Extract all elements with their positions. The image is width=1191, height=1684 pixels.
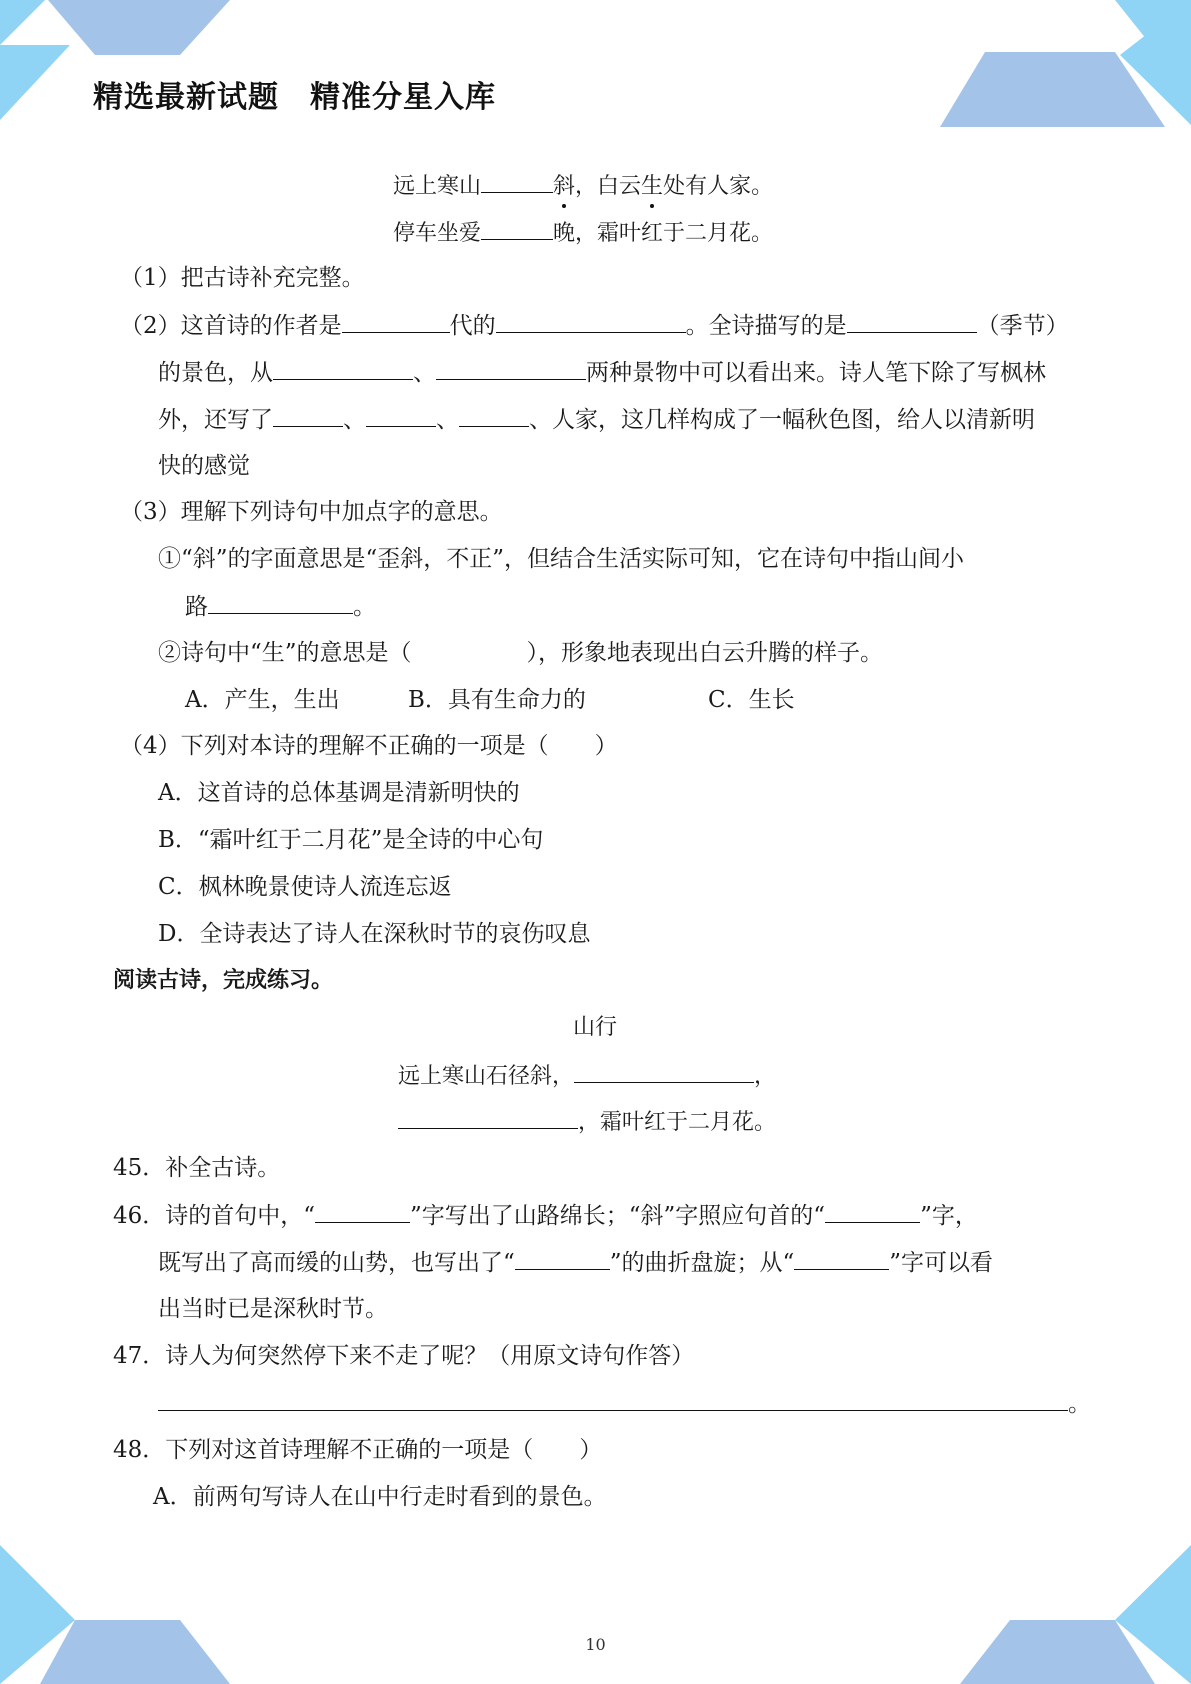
answer-blank[interactable] [273,404,343,427]
poem2-line1 [398,1060,776,1092]
answer-blank[interactable] [496,310,686,333]
header-title: 精选最新试题 精准分星入库 [93,80,496,115]
question-text: 代的 [449,313,496,339]
question-2-line4: 快的感觉 [158,453,250,479]
poem-text: 远上寒山石径斜， [398,1064,575,1089]
question-text: 。 [1068,1391,1091,1417]
poem-text: 远上寒山 [393,174,482,199]
answer-blank[interactable] [366,404,436,427]
question-3-sub2: ②诗句中“生”的意思是（ ），形象地表现出白云升腾的样子。 [158,640,884,666]
q4-option-a[interactable]: A．这首诗的总体基调是清新明快的 [158,780,520,806]
question-47: 47．诗人为何突然停下来不走了呢？（用原文诗句作答） [113,1343,695,1369]
question-2-line2 [158,357,1046,388]
answer-blank[interactable] [273,357,413,380]
option-c[interactable]: C．生长 [708,687,795,713]
question-text: 、 [436,407,459,433]
answer-blank[interactable] [825,1200,920,1223]
poem-text: 晚，霜叶红于二月花。 [553,221,774,246]
answer-line[interactable] [158,1388,1068,1411]
question-text: ”字写出了山路绵长；“斜”字照应句首的“ [410,1203,826,1229]
question-text: 、 [343,407,366,433]
question-47-answer-line [158,1388,1091,1419]
q48-option-a[interactable]: A．前两句写诗人在山中行走时看到的景色。 [153,1484,607,1510]
poem-text: 处有人家。 [663,174,774,199]
question-48: 48．下列对这首诗理解不正确的一项是（ ） [113,1437,603,1463]
answer-blank[interactable] [398,1106,578,1129]
corner-trapezoid-top-left [48,0,230,55]
answer-blank[interactable] [574,1060,754,1083]
question-3: （3）理解下列诗句中加点字的意思。 [120,499,503,525]
dotted-character: 斜 [553,172,575,202]
section-heading: 阅读古诗，完成练习。 [113,968,334,993]
question-46-line1 [113,1200,978,1231]
question-text: 的景色，从 [158,360,273,386]
question-text: ”字， [920,1203,978,1229]
question-46-line3: 出当时已是深秋时节。 [158,1296,388,1322]
answer-blank[interactable] [342,310,450,333]
question-1: （1）把古诗补充完整。 [120,265,365,291]
question-text: （季节） [976,313,1069,339]
option-b[interactable]: B．具有生命力的 [408,687,586,713]
q4-option-c[interactable]: C．枫林晚景使诗人流连忘返 [158,874,452,900]
question-text: 外，还写了 [158,407,273,433]
question-text: （2）这首诗的作者是 [120,313,342,339]
question-text: 、 [413,360,436,386]
answer-blank[interactable] [208,591,353,614]
question-text: ”的曲折盘旋；从“ [609,1250,795,1276]
question-text: 。全诗描写的是 [685,313,847,339]
q4-option-b[interactable]: B．“霜叶红于二月花”是全诗的中心句 [158,827,544,853]
question-4: （4）下列对本诗的理解不正确的一项是（ ） [120,733,618,759]
poem2-line2 [398,1106,776,1138]
question-text: 46．诗的首句中，“ [113,1203,316,1229]
answer-blank[interactable] [515,1247,610,1270]
question-3-sub1-line1: ①“斜”的字面意思是“歪斜，不正”，但结合生活实际可知，它在诗句中指山间小 [158,546,965,572]
answer-blank[interactable] [436,357,586,380]
answer-blank[interactable] [459,404,529,427]
dotted-character: 生 [641,172,663,202]
poem-text: ，霜叶红于二月花。 [578,1110,777,1135]
question-2-line3 [158,404,1035,435]
question-3-sub1-line2 [185,591,376,622]
poem-text: ， [754,1064,777,1089]
corner-triangle-top-left [0,0,45,45]
poem1-line2 [393,217,773,249]
answer-blank[interactable] [847,310,977,333]
answer-blank[interactable] [315,1200,410,1223]
answer-blank[interactable] [794,1247,889,1270]
question-45: 45．补全古诗。 [113,1155,281,1181]
question-text: 、人家，这几样构成了一幅秋色图，给人以清新明 [529,407,1035,433]
answer-blank[interactable] [481,217,553,240]
poem-text: 停车坐爱 [393,221,482,246]
answer-blank[interactable] [481,170,553,193]
poem1-line1 [393,170,773,202]
question-text: 既写出了高而缓的山势，也写出了“ [158,1250,515,1276]
poem-text: ，白云 [575,174,642,199]
question-text: 。 [353,594,376,620]
q4-option-d[interactable]: D．全诗表达了诗人在深秋时节的哀伤叹息 [158,921,591,947]
question-text: ”字可以看 [889,1250,994,1276]
question-text: 两种景物中可以看出来。诗人笔下除了写枫林 [586,360,1046,386]
option-a[interactable]: A．产生，生出 [185,687,340,713]
poem2-title: 山行 [573,1015,618,1040]
page-number: 10 [585,1635,606,1654]
question-2-line1 [120,310,1069,341]
corner-triangle-top-left-2 [0,45,70,120]
question-46-line2 [158,1247,993,1278]
question-text: 路 [185,594,208,620]
